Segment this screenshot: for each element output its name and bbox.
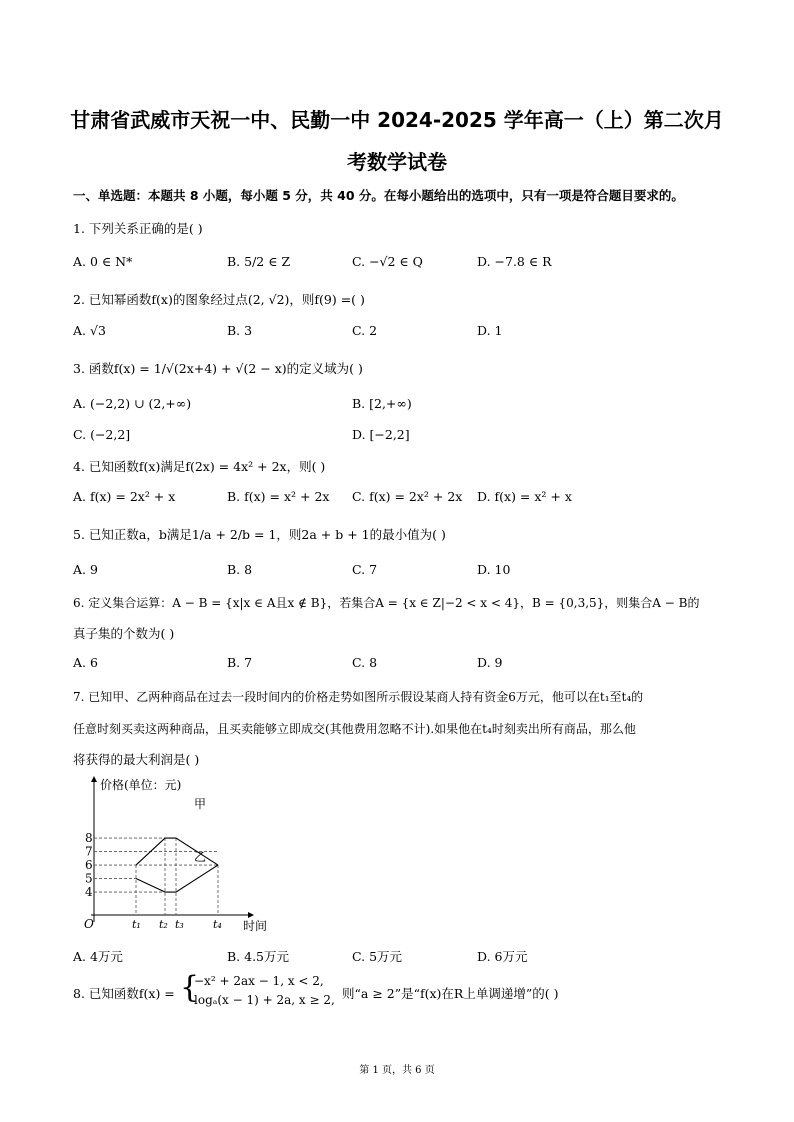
series-line-yi (136, 865, 218, 892)
question-3-stem: 3. 函数f(x) = 1/√(2x+4) + √(2 − x)的定义域为( ) (73, 361, 363, 376)
q5-option-b: B. 8 (227, 562, 253, 577)
q7-option-a: A. 4万元 (73, 949, 123, 964)
series-label-yi: 乙 (194, 850, 207, 864)
q5-option-a: A. 9 (73, 562, 98, 577)
x-tick-labels (132, 918, 222, 931)
page-title-line2: 考数学试卷 (347, 150, 447, 174)
q8-case-1: −x² + 2ax − 1, x < 2, (194, 974, 324, 988)
y-tick-7: 7 (85, 844, 93, 859)
x-tick-t2: t₂ (159, 918, 168, 931)
q8-case-2: logₐ(x − 1) + 2a, x ≥ 2, (194, 993, 335, 1007)
page-footer: 第 1 页，共 6 页 (359, 1065, 435, 1076)
y-tick-4: 4 (85, 885, 93, 900)
q3-option-d: D. [−2,2] (352, 427, 410, 442)
q6-option-a: A. 6 (73, 655, 98, 670)
y-tick-labels (85, 831, 93, 899)
q6-option-b: B. 7 (227, 655, 253, 670)
page-title-line1: 甘肃省武威市天祝一中、民勤一中 2024-2025 学年高一（上）第二次月 (70, 108, 724, 132)
q5-option-c: C. 7 (352, 562, 378, 577)
q3-option-a: A. (−2,2) ∪ (2,+∞) (73, 396, 192, 411)
q2-option-a: A. √3 (73, 323, 106, 338)
q1-option-a: A. 0 ∈ N* (73, 254, 133, 269)
question-2-stem: 2. 已知幂函数f(x)的图象经过点(2, √2)，则f(9) =( ) (73, 292, 365, 307)
q4-option-a: A. f(x) = 2x² + x (73, 489, 176, 504)
q4-option-c: C. f(x) = 2x² + 2x (352, 489, 463, 504)
q6-option-c: C. 8 (352, 655, 378, 670)
q6-option-d: D. 9 (477, 655, 503, 670)
y-tick-5: 5 (85, 871, 93, 886)
price-trend-graph (70, 772, 270, 938)
question-4-stem: 4. 已知函数f(x)满足f(2x) = 4x² + 2x，则( ) (73, 459, 326, 474)
q1-option-c: C. −√2 ∈ Q (352, 254, 423, 269)
question-7-line2: 任意时刻买卖这两种商品，且买卖能够立即成交(其他费用忽略不计).如果他在t₄时刻卖出所有商品，那么他 (73, 722, 636, 736)
question-8-tail: 则“a ≥ 2”是“f(x)在R上单调递增”的( ) (342, 986, 559, 1001)
question-8-stem: 8. 已知函数f(x) = (73, 986, 175, 1001)
x-tick-t1: t₁ (132, 918, 141, 931)
y-axis-arrow (91, 776, 97, 782)
x-axis-label: 时间 (243, 919, 268, 933)
piecewise-brace: { (180, 970, 200, 1005)
x-axis-arrow (248, 912, 254, 918)
origin-label: O (84, 917, 94, 931)
y-axis-label: 价格(单位：元) (100, 778, 182, 792)
question-6-line2: 真子集的个数为( ) (73, 626, 175, 641)
series-label-jia: 甲 (194, 797, 207, 811)
y-tick-8: 8 (85, 831, 93, 846)
q2-option-c: C. 2 (352, 323, 378, 338)
x-tick-t4: t₄ (213, 918, 222, 931)
x-tick-t3: t₃ (175, 918, 184, 931)
question-7-line3: 将获得的最大利润是( ) (73, 752, 200, 767)
q7-option-c: C. 5万元 (352, 949, 403, 964)
question-7-line1: 7. 已知甲、乙两种商品在过去一段时间内的价格走势如图所示假设某商人持有资金6万元，他可以在t₁至t₄的 (73, 690, 644, 704)
q5-option-d: D. 10 (477, 562, 511, 577)
q2-option-d: D. 1 (477, 323, 503, 338)
question-1-stem: 1. 下列关系正确的是( ) (73, 221, 203, 236)
q3-option-c: C. (−2,2] (73, 427, 131, 442)
q4-option-b: B. f(x) = x² + 2x (227, 489, 330, 504)
question-6-line1: 6. 定义集合运算：A − B = {x|x ∈ A且x ∉ B}，若集合A = {x ∈ Z|−2 < x < 4}，B = {0,3,5}，则集合A − B的 (73, 596, 700, 610)
y-tick-6: 6 (85, 858, 93, 873)
section-heading: 一、单选题：本题共 8 小题，每小题 5 分，共 40 分。在每小题给出的选项中，只有一项是符合题目要求的。 (73, 188, 684, 203)
q7-option-b: B. 4.5万元 (227, 949, 290, 964)
q3-option-b: B. [2,+∞) (352, 396, 412, 411)
q7-option-d: D. 6万元 (477, 949, 528, 964)
q4-option-d: D. f(x) = x² + x (477, 489, 572, 504)
q2-option-b: B. 3 (227, 323, 253, 338)
q1-option-d: D. −7.8 ∈ R (477, 254, 552, 269)
q1-option-b: B. 5/2 ∈ Z (227, 254, 291, 269)
question-5-stem: 5. 已知正数a，b满足1/a + 2/b = 1，则2a + b + 1的最小值为( ) (73, 527, 446, 542)
